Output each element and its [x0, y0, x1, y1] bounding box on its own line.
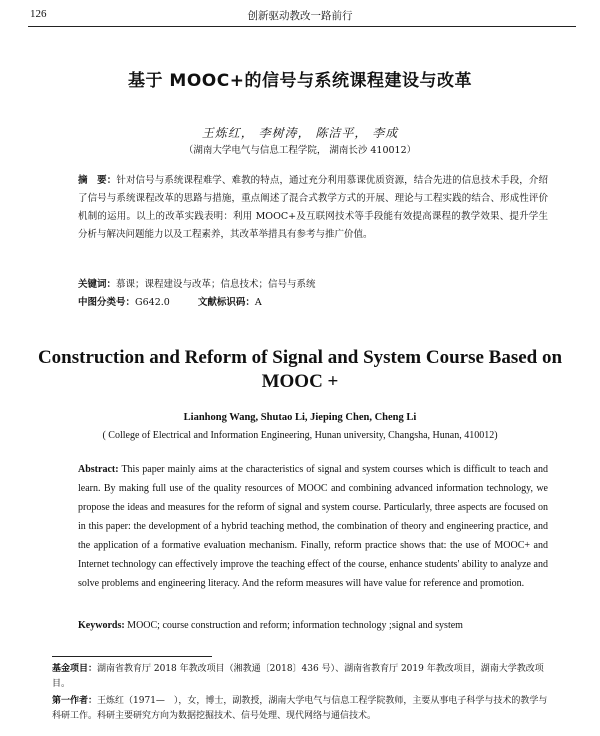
chinese-affiliation: （湖南大学电气与信息工程学院， 湖南长沙 410012）: [183, 145, 417, 156]
chinese-abstract-label: 摘 要：: [78, 175, 117, 186]
footnote-fund-text: 湖南省教育厅 2018 年教改项目（湘教通〔2018〕436 号）、湖南省教育厅 2019 年教改项目，湖南大学教改项目。: [52, 664, 544, 689]
chinese-authors: 王炼红， 李树涛， 陈洁平， 李成: [201, 126, 399, 140]
english-title: Construction and Reform of Signal and System Course Based on MOOC +: [37, 347, 563, 392]
english-keywords: [78, 620, 548, 631]
footnote-divider: [52, 656, 212, 657]
chinese-abstract-text: 针对信号与系统课程难学、难教的特点，通过充分利用慕课优质资源，结合先进的信息技术手段，介绍了信号与系统课程改革的思路与措施，重点阐述了混合式教学方式的开展、理论与工程实践的结合、形成性评价机制的运用。以上的改革实践表明：利用 MOOC+及互联网技术等手段能有效提高课程的教学效果、提升学生分析与解决问题能力以及工程素养，其改革举措具有参考与推广价值。: [78, 175, 548, 240]
english-keywords-text: MOOC; course construction and reform; information technology ;signal and system: [124, 620, 463, 631]
classification-label: 中图分类号：: [78, 297, 136, 308]
footnote-author-text: 王炼红（1971— ），女，博士，副教授，湖南大学电气与信息工程学院教师，主要从事电子科学与技术的教学与科研工作。科研主要研究方向为数据挖掘技术、信号处理、现代网络与通信技术。: [52, 696, 548, 721]
chinese-keywords-label: 关键词：: [78, 279, 117, 290]
english-affiliation: ( College of Electrical and Information Engineering, Hunan university, Changsha, Hunan, 410012): [102, 430, 498, 441]
chinese-title: 基于 MOOC+的信号与系统课程建设与改革: [128, 71, 472, 91]
chinese-keywords: [78, 276, 548, 294]
footnote-author: [52, 694, 552, 724]
english-abstract: [78, 460, 548, 593]
page-number: 126: [30, 8, 47, 20]
english-keywords-label: Keywords:: [78, 620, 125, 631]
header-divider: [28, 26, 576, 27]
footnote-fund: [52, 662, 552, 692]
chinese-keywords-text: 慕课；课程建设与改革；信息技术；信号与系统: [116, 279, 316, 290]
classification-value: G642.0: [135, 297, 170, 308]
english-abstract-text: This paper mainly aims at the characteristics of signal and system courses which is difficult to teach and learn. By making full use of the quality resources of MOOC and combining advanced information technology, we propose the ideas and measures for the reform of signal and system course. Particularly, three aspects are focused on in this paper: the development of a hybrid teaching method, the combination of theory and engineering practice, and the application of a formative evaluation mechanism. Finally, reform practice shows that: the use of MOOC+ and Internet technology can effectively improve the teaching effect of the course, enhance students' ability to analyze and solve problems and engineering literacy. And the reform measures will have value for reference and promotion.: [78, 464, 548, 589]
english-abstract-label: Abstract:: [78, 464, 119, 475]
chinese-abstract: [78, 172, 548, 244]
footnote-fund-label: 基金项目：: [52, 664, 98, 674]
classification-line: [78, 294, 548, 312]
doc-code-value: A: [254, 297, 262, 308]
footnote-author-label: 第一作者：: [52, 696, 98, 706]
running-head: 创新驱动教改一路前行: [247, 10, 353, 22]
english-authors: Lianhong Wang, Shutao Li, Jieping Chen, Cheng Li: [183, 412, 417, 423]
doc-code-label: 文献标识码：: [197, 297, 255, 308]
